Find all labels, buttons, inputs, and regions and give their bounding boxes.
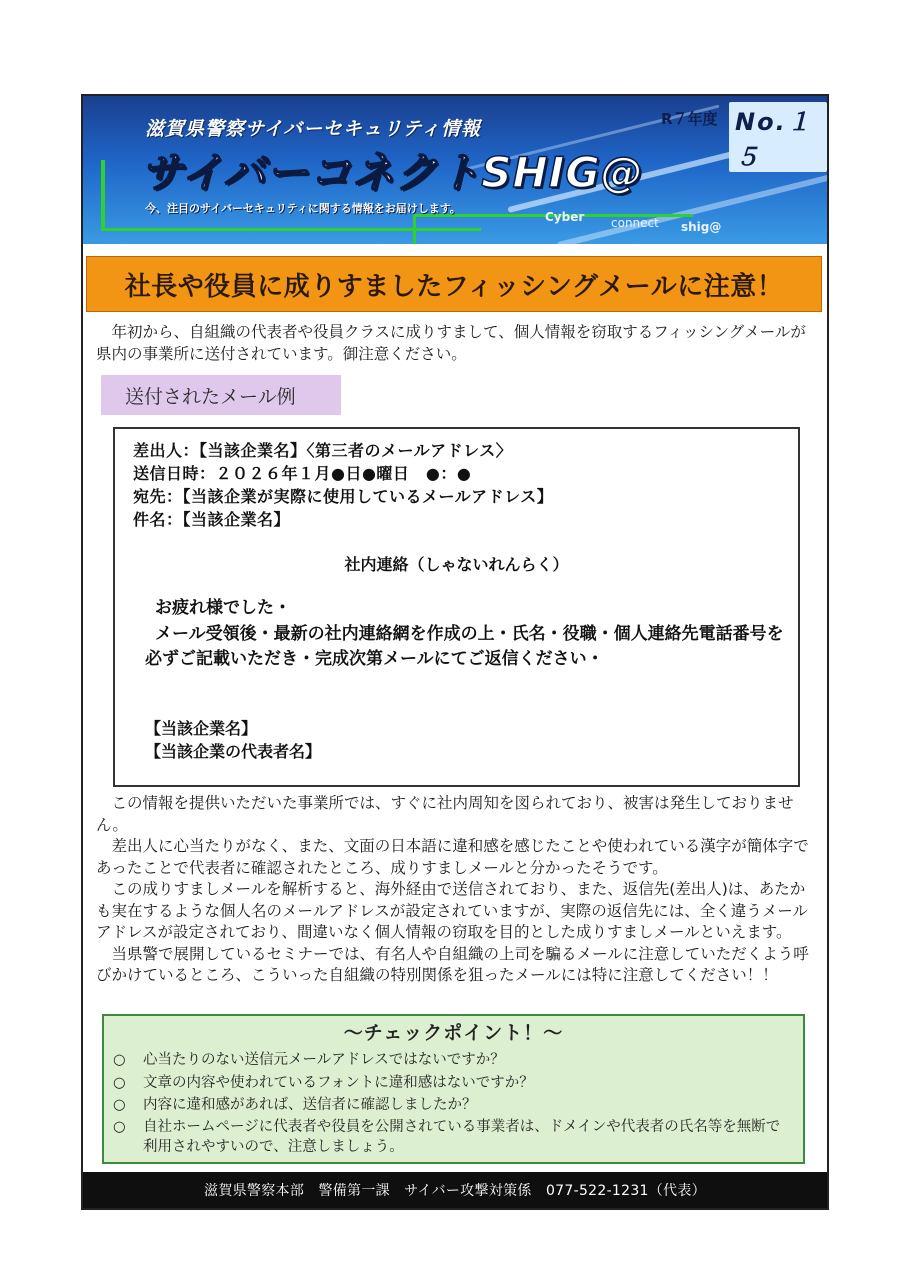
mail-signature-representative: 【当該企業の代表者名】 xyxy=(145,742,322,761)
mail-subject: 件名：【当該企業名】 xyxy=(133,510,291,529)
header-banner xyxy=(83,96,827,244)
intro-paragraph: 年初から、自組織の代表者や役員クラスに成りすまして、個人情報を窃取するフィッシングメールが県内の事業所に送付されています。御注意ください。 xyxy=(96,323,806,363)
headline: 社長や役員に成りすましたフィッシングメールに注意！ xyxy=(86,256,822,312)
checkpoint-text: 文章の内容や使われているフォントに違和感はないですか？ xyxy=(143,1075,534,1091)
banner-accent-line xyxy=(413,214,416,244)
info-paragraph: この成りすましメールを解析すると、海外経由で送信されており、また、返信先(差出人)は、あたかも実在するような個人名のメールアドレスが設定されていますが、実際の返信先には、全く違うメールアドレスが設定されており、間違いなく個人情報の窃取を目的とした成りすましメールといえます。 xyxy=(96,880,808,941)
checkpoint-text: 内容に違和感があれば、送信者に確認しましたか？ xyxy=(143,1097,477,1113)
mail-to: 宛先：【当該企業が実際に使用しているメールアドレス】 xyxy=(133,487,554,506)
checkpoint-text: 自社ホームページに代表者や役員を公開されている事業者は、ドメインや代表者の氏名等を無断で利用されやすいので、注意しましょう。 xyxy=(143,1119,781,1155)
mail-date: 送信日時：２０２６年１月●日●曜日 ●：● xyxy=(133,464,472,483)
circle-bullet-icon: ○ xyxy=(113,1119,126,1135)
deco-word-connect: connect xyxy=(611,216,659,230)
issue-number: No.１５ xyxy=(729,102,827,172)
info-paragraph: 当県警で展開しているセミナーでは、有名人や自組織の上司を騙るメールに注意していただくよう呼びかけているところ、こういった自組織の特別関係を狙ったメールには特に注意してください！！ xyxy=(96,944,809,984)
mail-body-greeting: お疲れ様でした・ xyxy=(155,598,291,618)
mail-body xyxy=(145,596,793,673)
mail-body-request: メール受領後・最新の社内連絡網を作成の上・氏名・役職・個人連絡先電話番号を必ずご記載いただき・完成次第メールにてご返信ください・ xyxy=(145,623,784,669)
banner-accent-line xyxy=(101,228,481,231)
circle-bullet-icon: ○ xyxy=(113,1052,126,1068)
mail-subject-title: 社内連絡（しゃないれんらく） xyxy=(344,555,569,574)
info-paragraph: 差出人に心当たりがなく、また、文面の日本語に違和感を感じたことや使われている漢字が簡体字であったことで代表者に確認されたところ、成りすましメールと分かったそうです。 xyxy=(96,837,809,877)
footer-contact: 滋賀県警察本部 警備第一課 サイバー攻撃対策係 077-522-1231（代表） xyxy=(83,1172,827,1208)
checkpoint-item xyxy=(113,1050,788,1070)
checkpoint-title: ～チェックポイント！～ xyxy=(343,1022,564,1044)
info-paragraph: この情報を提供いただいた事業所では、すぐに社内周知を図られており、被害は発生しておりません。 xyxy=(96,794,794,834)
mail-from: 差出人：【当該企業名】〈第三者のメールアドレス〉 xyxy=(133,441,513,460)
info-body xyxy=(96,793,816,987)
newsletter-title: サイバーコネクトSHIG@ xyxy=(141,148,644,197)
banner-tagline: 今、注目のサイバーセキュリティに関する情報をお届けします。 xyxy=(145,202,461,215)
circle-bullet-icon: ○ xyxy=(113,1075,126,1091)
mail-signature-company: 【当該企業名】 xyxy=(145,719,258,738)
circle-bullet-icon: ○ xyxy=(113,1097,126,1113)
banner-accent-line xyxy=(101,160,105,230)
banner-subtitle: 滋賀県警察サイバーセキュリティ情報 xyxy=(145,118,482,140)
fiscal-year-label: R７年度 xyxy=(661,110,718,128)
checkpoint-item xyxy=(113,1095,788,1115)
deco-word-shig: shig@ xyxy=(681,220,722,234)
checkpoint-item xyxy=(113,1117,788,1157)
sample-mail-label: 送付されたメール例 xyxy=(101,375,341,415)
checkpoint-text: 心当たりのない送信元メールアドレスではないですか？ xyxy=(143,1052,505,1068)
checkpoint-item xyxy=(113,1073,788,1093)
deco-word-cyber: Cyber xyxy=(545,210,585,224)
